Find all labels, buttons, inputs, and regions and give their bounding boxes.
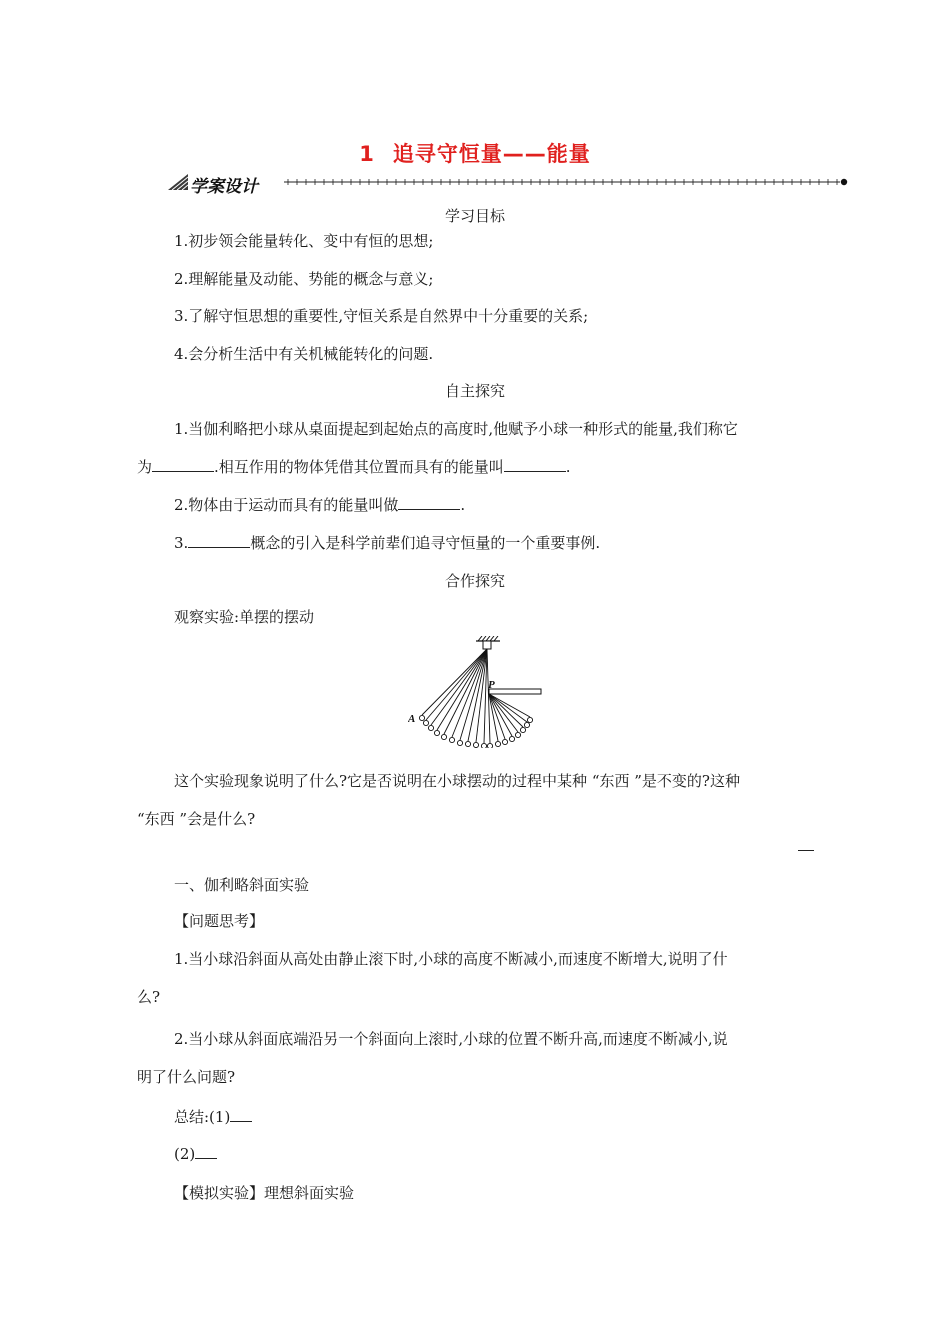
coop-question-line2: “东西 ”会是什么?	[137, 810, 256, 828]
pendulum-bob	[509, 736, 514, 741]
goals-heading: 学习目标	[444, 207, 505, 225]
section1-q2-line1: 2.当小球从斜面底端沿另一个斜面向上滚时,小球的位置不断升高,而速度不断减小,说	[174, 1030, 728, 1048]
goal-item: 4.会分析生活中有关机械能转化的问题.	[174, 345, 434, 363]
q2-text-a: 2.物体由于运动而具有的能量叫做	[174, 496, 399, 514]
banner-label: 学案设计	[190, 177, 258, 197]
summary-1	[174, 1106, 252, 1127]
self-study-q1-line2	[137, 456, 571, 477]
goal-item: 3.了解守恒思想的重要性,守恒关系是自然界中十分重要的关系;	[174, 307, 589, 325]
q1-text-a: 为	[137, 458, 153, 476]
q2-text-b: .	[460, 496, 466, 514]
page-title	[0, 138, 950, 168]
label-p: P	[488, 679, 495, 691]
section1-q1-line1: 1.当小球沿斜面从高处由静止滚下时,小球的高度不断减小,而速度不断增大,说明了什	[174, 950, 728, 968]
answer-dash	[798, 850, 814, 851]
observe-label: 观察实验:单摆的摆动	[174, 608, 315, 626]
pendulum-bob	[487, 743, 492, 748]
answer-blank[interactable]	[398, 495, 460, 510]
title-number: 1	[359, 142, 375, 166]
section-banner	[168, 170, 850, 198]
pendulum-bob	[502, 739, 507, 744]
pendulum-bob	[527, 717, 532, 722]
summary-1-label: 总结:(1)	[174, 1108, 231, 1126]
pendulum-bob	[449, 737, 454, 742]
self-study-q3	[174, 532, 600, 553]
pendulum-bob	[423, 720, 428, 725]
pendulum-bob	[434, 730, 439, 735]
title-text: 追寻守恒量——能量	[392, 142, 591, 166]
section1-q2-line2: 明了什么问题?	[137, 1068, 236, 1086]
self-study-heading: 自主探究	[444, 382, 505, 400]
answer-blank[interactable]	[504, 457, 566, 472]
sim-experiment	[174, 1182, 354, 1203]
self-study-q2	[174, 494, 465, 515]
q1-text-b: .相互作用的物体凭借其位置而具有的能量叫	[214, 458, 504, 476]
q3-text-b: 概念的引入是科学前辈们追寻守恒量的一个重要事例.	[250, 534, 601, 552]
section1-heading: 一、伽利略斜面实验	[174, 876, 310, 894]
goal-item: 2.理解能量及动能、势能的概念与意义;	[174, 270, 434, 288]
coop-question-line1: 这个实验现象说明了什么?它是否说明在小球摆动的过程中某种 “东西 ”是不变的?这种	[174, 772, 740, 790]
pendulum-bob	[515, 732, 520, 737]
pendulum-bob	[481, 743, 486, 748]
sim-bracket: 【模拟实验】	[174, 1184, 265, 1202]
pendulum-bob	[520, 727, 525, 732]
pendulum-bob	[419, 715, 424, 720]
summary-2-label: (2)	[174, 1145, 196, 1163]
goal-item: 1.初步领会能量转化、变中有恒的思想;	[174, 232, 434, 250]
pendulum-bob	[441, 734, 446, 739]
self-study-q1-line1: 1.当伽利略把小球从桌面提起到起始点的高度时,他赋予小球一种形式的能量,我们称它	[174, 420, 738, 438]
section1-q1-line2: 么?	[137, 988, 161, 1006]
answer-blank[interactable]	[230, 1107, 252, 1122]
pendulum-bob	[465, 741, 470, 746]
q1-text-c: .	[565, 458, 571, 476]
pendulum-bob	[473, 742, 478, 747]
pendulum-bob	[428, 725, 433, 730]
answer-blank[interactable]	[195, 1144, 217, 1159]
pendulum-figure	[408, 636, 548, 748]
pendulum-bob	[457, 740, 462, 745]
coop-heading: 合作探究	[444, 572, 505, 590]
sim-text: 理想斜面实验	[264, 1184, 355, 1202]
answer-blank[interactable]	[188, 533, 250, 548]
pendulum-bob	[524, 722, 529, 727]
think-heading: 【问题思考】	[174, 912, 265, 930]
pendulum-bob	[495, 741, 500, 746]
label-a: A	[408, 713, 416, 725]
banner-triangle-icon	[168, 174, 188, 190]
banner-dotted-rule	[284, 176, 850, 188]
answer-blank[interactable]	[152, 457, 214, 472]
q3-text-a: 3.	[174, 534, 189, 552]
summary-2	[174, 1144, 217, 1163]
